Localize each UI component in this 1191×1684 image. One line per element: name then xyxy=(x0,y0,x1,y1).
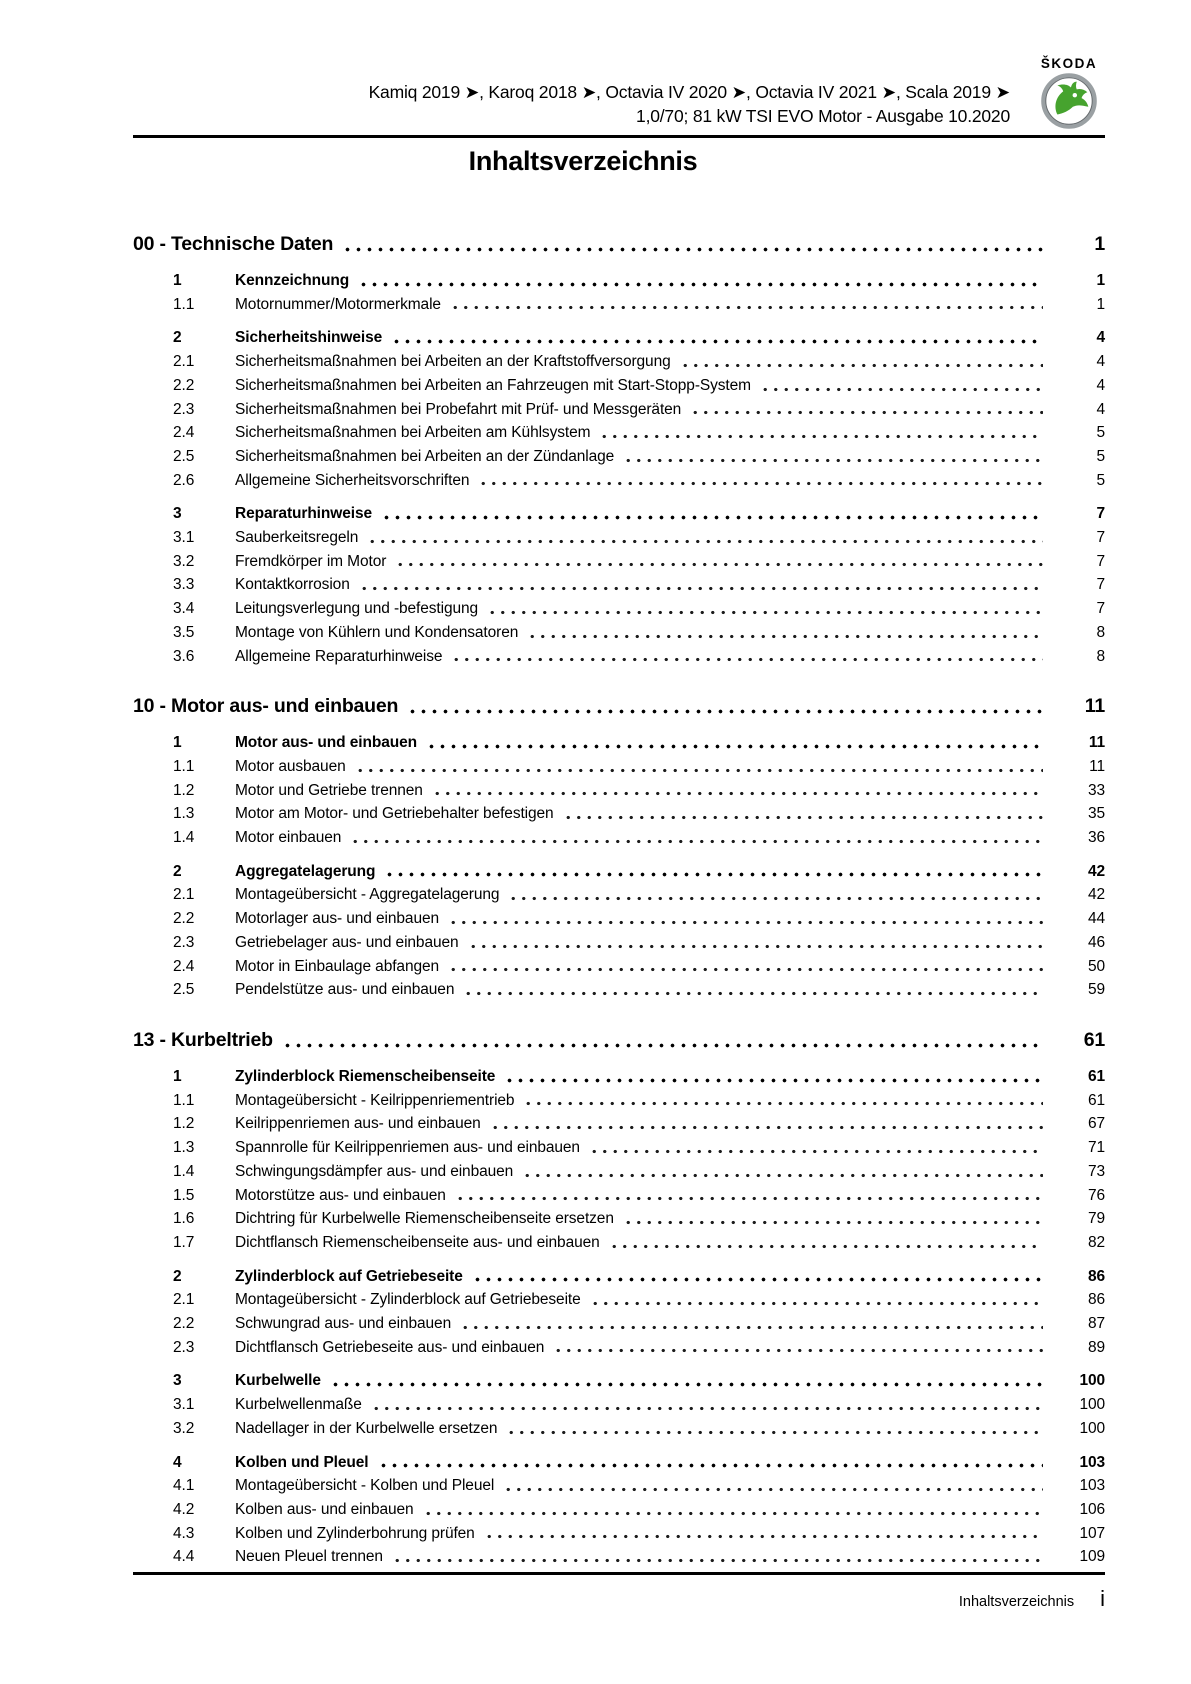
toc-sub-row[interactable] xyxy=(133,755,1105,779)
dot-leader-icon xyxy=(472,1277,1043,1282)
toc-entry-number: 3.1 xyxy=(173,1396,195,1414)
toc-sub-row[interactable] xyxy=(133,398,1105,422)
toc-section-row[interactable] xyxy=(133,731,1105,755)
dot-leader-icon xyxy=(448,920,1043,925)
toc-entry-label: Motor aus- und einbauen xyxy=(235,734,417,752)
toc-entry-label: Schwingungsdämpfer aus- und einbauen xyxy=(235,1162,514,1180)
toc-entry-page: 5 xyxy=(1096,424,1105,442)
toc-sub-row[interactable] xyxy=(133,883,1105,907)
toc-entry-label: Aggregatelagerung xyxy=(235,862,376,880)
dot-leader-icon xyxy=(384,872,1043,877)
dot-leader-icon xyxy=(330,1382,1043,1387)
dot-leader-icon xyxy=(448,967,1043,972)
toc-entry-label: Schwungrad aus- und einbauen xyxy=(235,1315,452,1333)
toc-entry-label: Dichtflansch Getriebeseite aus- und einbauen xyxy=(235,1338,545,1356)
toc-sub-row[interactable] xyxy=(133,1184,1105,1208)
toc-entry-label: Neuen Pleuel trennen xyxy=(235,1548,383,1566)
toc-entry-label: Motor und Getriebe trennen xyxy=(235,781,423,799)
toc-entry-label: Sicherheitshinweise xyxy=(235,329,383,347)
toc-section-row[interactable] xyxy=(133,860,1105,884)
toc-entry-number: 1.6 xyxy=(173,1210,195,1228)
toc-sub-row[interactable] xyxy=(133,1136,1105,1160)
skoda-winged-arrow-icon xyxy=(1031,72,1107,130)
toc-entry-label: Kolben und Zylinderbohrung prüfen xyxy=(235,1524,475,1542)
toc-section-row[interactable] xyxy=(133,326,1105,350)
toc-entry-number: 2.1 xyxy=(173,886,195,904)
toc-entry-number: 1.2 xyxy=(173,1115,195,1133)
toc-entry-label: Fremdkörper im Motor xyxy=(235,552,387,570)
toc-entry-number: 1.4 xyxy=(173,829,195,847)
toc-sub-row[interactable] xyxy=(133,1089,1105,1113)
toc-entry-page: 7 xyxy=(1096,505,1105,523)
toc-entry-page: 4 xyxy=(1096,329,1105,347)
dot-leader-icon xyxy=(455,1196,1043,1201)
toc-entry-number: 3.4 xyxy=(173,600,195,618)
toc-section-row[interactable] xyxy=(133,1451,1105,1475)
toc-entry-label: Montageübersicht - Zylinderblock auf Getriebeseite xyxy=(235,1291,581,1309)
toc-entry-page: 61 xyxy=(1087,1091,1105,1109)
toc-entry-page: 46 xyxy=(1087,933,1105,951)
toc-entry-label: Kolben aus- und einbauen xyxy=(235,1500,414,1518)
dot-leader-icon xyxy=(623,1220,1043,1225)
toc-entry-page: 89 xyxy=(1087,1338,1105,1356)
toc-sub-row[interactable] xyxy=(133,931,1105,955)
toc-entry-label: Sauberkeitsregeln xyxy=(235,529,359,547)
toc-entry-number: 2.4 xyxy=(173,957,195,975)
toc-entry-page: 42 xyxy=(1087,862,1105,880)
toc-entry-number: 2.1 xyxy=(173,1291,195,1309)
toc-sub-row[interactable] xyxy=(133,826,1105,850)
toc-sub-row[interactable] xyxy=(133,645,1105,669)
toc-entry-number: 4.2 xyxy=(173,1500,195,1518)
toc-entry-page: 86 xyxy=(1087,1291,1105,1309)
toc-entry-page: 4 xyxy=(1096,353,1105,371)
toc-entry-label: Montageübersicht - Keilrippenriementrieb xyxy=(235,1091,515,1109)
toc-entry-page: 7 xyxy=(1096,552,1105,570)
toc-sub-row[interactable] xyxy=(133,1288,1105,1312)
toc-entry-page: 67 xyxy=(1087,1115,1105,1133)
toc-entry-page: 103 xyxy=(1079,1453,1105,1471)
toc-entry-label: Kennzeichnung xyxy=(235,272,350,289)
toc-chapter-row[interactable] xyxy=(133,229,1105,259)
toc-entry-page: 100 xyxy=(1079,1419,1105,1437)
dot-leader-icon xyxy=(392,1558,1043,1563)
toc-entry-label: Sicherheitsmaßnahmen bei Arbeiten an der Kraftstoffversorgung xyxy=(235,353,671,371)
dot-leader-icon xyxy=(490,1125,1043,1130)
dot-leader-icon xyxy=(504,1078,1043,1083)
toc-entry-page: 11 xyxy=(1089,757,1105,775)
toc-entry-page: 35 xyxy=(1087,805,1105,823)
dot-leader-icon xyxy=(527,634,1043,639)
toc-entry-page: 5 xyxy=(1096,471,1105,489)
toc-sub-row[interactable] xyxy=(133,955,1105,979)
toc-section-row[interactable] xyxy=(133,1065,1105,1089)
toc-entry-page: 82 xyxy=(1087,1233,1105,1251)
toc-sub-row[interactable] xyxy=(133,1231,1105,1255)
toc-sub-row[interactable] xyxy=(133,1160,1105,1184)
toc-entry-number: 2 xyxy=(173,862,182,880)
toc-entry-label: Zylinderblock Riemenscheibenseite xyxy=(235,1067,496,1085)
toc-chapter-row[interactable] xyxy=(133,691,1105,721)
toc-entry-label: 13 - Kurbeltrieb xyxy=(133,1028,273,1051)
toc-entry-page: 7 xyxy=(1096,600,1105,618)
toc-sub-row[interactable] xyxy=(133,1474,1105,1498)
toc-entry-number: 4.3 xyxy=(173,1524,195,1542)
dot-leader-icon xyxy=(451,657,1043,662)
toc-sub-row[interactable] xyxy=(133,1393,1105,1417)
toc-entry-number: 1.5 xyxy=(173,1186,195,1204)
toc-entry-label: Montage von Kühlern und Kondensatoren xyxy=(235,623,519,641)
dot-leader-icon xyxy=(450,305,1043,310)
dot-leader-icon xyxy=(468,944,1043,949)
toc-entry-number: 3.2 xyxy=(173,1419,195,1437)
toc-entry-label: 10 - Motor aus- und einbauen xyxy=(133,695,399,718)
toc-entry-number: 1 xyxy=(173,1067,182,1085)
toc-entry-label: Sicherheitsmaßnahmen bei Arbeiten an Fahrzeugen mit Start-Stopp-System xyxy=(235,376,751,394)
toc-entry-number: 4.1 xyxy=(173,1477,195,1495)
skoda-logo xyxy=(1031,56,1107,130)
page-title: Inhaltsverzeichnis xyxy=(468,146,698,176)
toc-entry-label: Motorlager aus- und einbauen xyxy=(235,910,440,928)
toc-entry-label: Keilrippenriemen aus- und einbauen xyxy=(235,1115,481,1133)
toc-entry-page: 42 xyxy=(1087,886,1105,904)
toc-entry-page: 11 xyxy=(1084,695,1105,718)
toc-entry-number: 3 xyxy=(173,1372,182,1390)
toc-sub-row[interactable] xyxy=(133,621,1105,645)
dot-leader-icon xyxy=(599,434,1043,439)
toc-sub-row[interactable] xyxy=(133,597,1105,621)
dot-leader-icon xyxy=(553,1348,1043,1353)
toc-entry-page: 1 xyxy=(1096,272,1105,289)
toc-entry-page: 4 xyxy=(1096,376,1105,394)
toc-sub-row[interactable] xyxy=(133,779,1105,803)
toc-entry-number: 1.1 xyxy=(173,1091,195,1109)
toc-entry-number: 1.3 xyxy=(173,805,195,823)
header-engine-line: 1,0/70; 81 kW TSI EVO Motor - Ausgabe 10.2020 xyxy=(636,106,1010,126)
toc-entry-page: 100 xyxy=(1079,1396,1105,1414)
toc-entry-number: 3.1 xyxy=(173,529,195,547)
toc-section-row[interactable] xyxy=(133,1265,1105,1289)
toc-entry-label: Montageübersicht - Kolben und Pleuel xyxy=(235,1477,495,1495)
dot-leader-icon xyxy=(359,586,1043,591)
toc-entry-label: Kurbelwellenmaße xyxy=(235,1396,362,1414)
dot-leader-icon xyxy=(460,1325,1043,1330)
toc-entry-page: 36 xyxy=(1087,829,1105,847)
dot-leader-icon xyxy=(432,791,1043,796)
toc-sub-row[interactable] xyxy=(133,1336,1105,1360)
dot-leader-icon xyxy=(426,744,1043,749)
toc-entry-label: Kontaktkorrosion xyxy=(235,576,350,594)
toc-entry-number: 2.2 xyxy=(173,376,195,394)
dot-leader-icon xyxy=(358,282,1043,287)
dot-leader-icon xyxy=(487,610,1043,615)
toc-entry-label: Pendelstütze aus- und einbauen xyxy=(235,981,455,999)
toc-entry-page: 1 xyxy=(1094,233,1105,255)
toc-entry-label: Allgemeine Sicherheitsvorschriften xyxy=(235,471,470,489)
dot-leader-icon xyxy=(523,1101,1043,1106)
toc-entry-label: Motorstütze aus- und einbauen xyxy=(235,1186,446,1204)
toc-sub-row[interactable] xyxy=(133,550,1105,574)
toc-entry-page: 4 xyxy=(1096,400,1105,418)
toc-entry-label: Motor einbauen xyxy=(235,829,342,847)
toc-entry-label: Motor ausbauen xyxy=(235,757,346,775)
toc-entry-label: Dichtflansch Riemenscheibenseite aus- und einbauen xyxy=(235,1233,600,1251)
toc-entry-page: 61 xyxy=(1083,1028,1105,1051)
toc-sub-row[interactable] xyxy=(133,1545,1105,1569)
toc-entry-label: Nadellager in der Kurbelwelle ersetzen xyxy=(235,1419,498,1437)
footer-page-number: i xyxy=(1100,1586,1105,1611)
dot-leader-icon xyxy=(563,815,1043,820)
toc-entry-page: 5 xyxy=(1096,447,1105,465)
toc-entry-page: 1 xyxy=(1096,295,1105,313)
toc-entry-page: 109 xyxy=(1079,1548,1105,1566)
toc-entry-page: 11 xyxy=(1088,734,1105,752)
dot-leader-icon xyxy=(367,539,1043,544)
toc-entry-page: 73 xyxy=(1087,1162,1105,1180)
toc-entry-page: 86 xyxy=(1087,1267,1105,1285)
page-footer xyxy=(133,1586,1105,1612)
dot-leader-icon xyxy=(484,1534,1043,1539)
table-of-contents xyxy=(133,206,1105,1569)
toc-section-row[interactable] xyxy=(133,1369,1105,1393)
toc-entry-number: 4 xyxy=(173,1453,182,1471)
toc-entry-label: 00 - Technische Daten xyxy=(133,233,334,255)
toc-entry-page: 107 xyxy=(1079,1524,1105,1542)
toc-entry-page: 106 xyxy=(1079,1500,1105,1518)
dot-leader-icon xyxy=(478,481,1043,486)
dot-leader-icon xyxy=(503,1487,1043,1492)
toc-sub-row[interactable] xyxy=(133,293,1105,317)
toc-entry-label: Motor am Motor- und Getriebehalter befestigen xyxy=(235,805,554,823)
dot-leader-icon xyxy=(342,247,1043,252)
toc-section-row[interactable] xyxy=(133,502,1105,526)
toc-entry-number: 1 xyxy=(173,734,182,752)
toc-entry-label: Sicherheitsmaßnahmen bei Arbeiten an der Zündanlage xyxy=(235,447,615,465)
toc-entry-page: 7 xyxy=(1096,529,1105,547)
toc-entry-number: 2.5 xyxy=(173,981,195,999)
header-models-line: Kamiq 2019 ➤, Karoq 2018 ➤, Octavia IV 2020 ➤, Octavia IV 2021 ➤, Scala 2019 ➤ xyxy=(368,82,1010,102)
toc-entry-number: 3.6 xyxy=(173,647,195,665)
toc-sub-row[interactable] xyxy=(133,978,1105,1002)
footer-divider xyxy=(133,1572,1105,1575)
toc-sub-row[interactable] xyxy=(133,526,1105,550)
toc-entry-page: 76 xyxy=(1087,1186,1105,1204)
footer-label: Inhaltsverzeichnis xyxy=(958,1594,1075,1610)
toc-entry-page: 7 xyxy=(1096,576,1105,594)
toc-entry-number: 3.5 xyxy=(173,623,195,641)
dot-leader-icon xyxy=(522,1173,1043,1178)
toc-sub-row[interactable] xyxy=(133,469,1105,493)
toc-entry-number: 3.2 xyxy=(173,552,195,570)
toc-entry-number: 1.3 xyxy=(173,1139,195,1157)
toc-entry-number: 1 xyxy=(173,272,182,289)
toc-entry-page: 100 xyxy=(1079,1372,1105,1390)
toc-entry-label: Reparaturhinweise xyxy=(235,505,372,523)
toc-entry-page: 103 xyxy=(1079,1477,1105,1495)
toc-entry-label: Getriebelager aus- und einbauen xyxy=(235,933,459,951)
toc-entry-page: 61 xyxy=(1087,1067,1105,1085)
toc-sub-row[interactable] xyxy=(133,1417,1105,1441)
dot-leader-icon xyxy=(609,1244,1043,1249)
toc-entry-label: Sicherheitsmaßnahmen bei Probefahrt mit Prüf- und Messgeräten xyxy=(235,400,682,418)
toc-entry-label: Motor in Einbaulage abfangen xyxy=(235,957,440,975)
toc-entry-number: 2.1 xyxy=(173,353,195,371)
toc-entry-number: 1.4 xyxy=(173,1162,195,1180)
toc-sub-row[interactable] xyxy=(133,1522,1105,1546)
toc-entry-label: Leitungsverlegung und -befestigung xyxy=(235,600,479,618)
toc-sub-row[interactable] xyxy=(133,1498,1105,1522)
skoda-wordmark: ŠKODA xyxy=(1040,56,1098,71)
toc-entry-number: 2.2 xyxy=(173,910,195,928)
dot-leader-icon xyxy=(371,1406,1043,1411)
toc-sub-row[interactable] xyxy=(133,374,1105,398)
toc-entry-number: 2.2 xyxy=(173,1315,195,1333)
toc-sub-row[interactable] xyxy=(133,350,1105,374)
page-header xyxy=(369,80,1010,128)
toc-entry-label: Allgemeine Reparaturhinweise xyxy=(235,647,443,665)
dot-leader-icon xyxy=(506,1430,1043,1435)
toc-entry-page: 8 xyxy=(1096,647,1105,665)
dot-leader-icon xyxy=(391,339,1043,344)
toc-entry-label: Sicherheitsmaßnahmen bei Arbeiten am Kühlsystem xyxy=(235,424,591,442)
toc-sub-row[interactable] xyxy=(133,1207,1105,1231)
dot-leader-icon xyxy=(381,515,1043,520)
toc-entry-number: 2.3 xyxy=(173,1338,195,1356)
toc-entry-number: 2.4 xyxy=(173,424,195,442)
toc-sub-row[interactable] xyxy=(133,445,1105,469)
toc-sub-row[interactable] xyxy=(133,1112,1105,1136)
toc-sub-row[interactable] xyxy=(133,421,1105,445)
toc-entry-number: 1.2 xyxy=(173,781,195,799)
toc-sub-row[interactable] xyxy=(133,573,1105,597)
toc-entry-number: 2.3 xyxy=(173,400,195,418)
toc-sub-row[interactable] xyxy=(133,1312,1105,1336)
dot-leader-icon xyxy=(282,1043,1043,1048)
toc-entry-label: Kurbelwelle xyxy=(235,1372,321,1390)
toc-entry-label: Motornummer/Motormerkmale xyxy=(235,295,441,313)
toc-entry-number: 4.4 xyxy=(173,1548,195,1566)
dot-leader-icon xyxy=(378,1463,1043,1468)
toc-entry-number: 2.6 xyxy=(173,471,195,489)
toc-entry-number: 2 xyxy=(173,329,182,347)
toc-entry-number: 1.1 xyxy=(173,295,195,313)
toc-entry-label: Spannrolle für Keilrippenriemen aus- und einbauen xyxy=(235,1139,580,1157)
toc-entry-number: 2.5 xyxy=(173,447,195,465)
toc-entry-page: 79 xyxy=(1087,1210,1105,1228)
dot-leader-icon xyxy=(355,768,1043,773)
toc-entry-page: 8 xyxy=(1096,623,1105,641)
toc-entry-page: 33 xyxy=(1087,781,1105,799)
toc-chapter-row[interactable] xyxy=(133,1025,1105,1055)
dot-leader-icon xyxy=(589,1149,1043,1154)
toc-entry-label: Dichtring für Kurbelwelle Riemenscheibenseite ersetzen xyxy=(235,1210,614,1228)
toc-sub-row[interactable] xyxy=(133,907,1105,931)
dot-leader-icon xyxy=(690,410,1043,415)
dot-leader-icon xyxy=(508,896,1043,901)
toc-entry-number: 2 xyxy=(173,1267,182,1285)
dot-leader-icon xyxy=(760,387,1043,392)
toc-entry-label: Zylinderblock auf Getriebeseite xyxy=(235,1267,463,1285)
toc-entry-label: Montageübersicht - Aggregatelagerung xyxy=(235,886,500,904)
toc-entry-page: 71 xyxy=(1087,1139,1105,1157)
toc-entry-number: 3 xyxy=(173,505,182,523)
toc-entry-page: 44 xyxy=(1087,910,1105,928)
dot-leader-icon xyxy=(680,363,1043,368)
toc-entry-page: 59 xyxy=(1087,981,1105,999)
dot-leader-icon xyxy=(423,1511,1043,1516)
toc-entry-page: 50 xyxy=(1087,957,1105,975)
toc-sub-row[interactable] xyxy=(133,802,1105,826)
dot-leader-icon xyxy=(407,709,1043,714)
dot-leader-icon xyxy=(590,1301,1043,1306)
dot-leader-icon xyxy=(395,562,1043,567)
toc-entry-number: 1.7 xyxy=(173,1233,195,1251)
header-divider xyxy=(133,135,1105,138)
dot-leader-icon xyxy=(463,991,1043,996)
toc-section-row[interactable] xyxy=(133,269,1105,293)
dot-leader-icon xyxy=(350,839,1043,844)
toc-entry-number: 3.3 xyxy=(173,576,195,594)
toc-entry-page: 87 xyxy=(1087,1315,1105,1333)
toc-entry-number: 2.3 xyxy=(173,933,195,951)
dot-leader-icon xyxy=(623,458,1043,463)
toc-entry-number: 1.1 xyxy=(173,757,195,775)
toc-entry-label: Kolben und Pleuel xyxy=(235,1453,369,1471)
